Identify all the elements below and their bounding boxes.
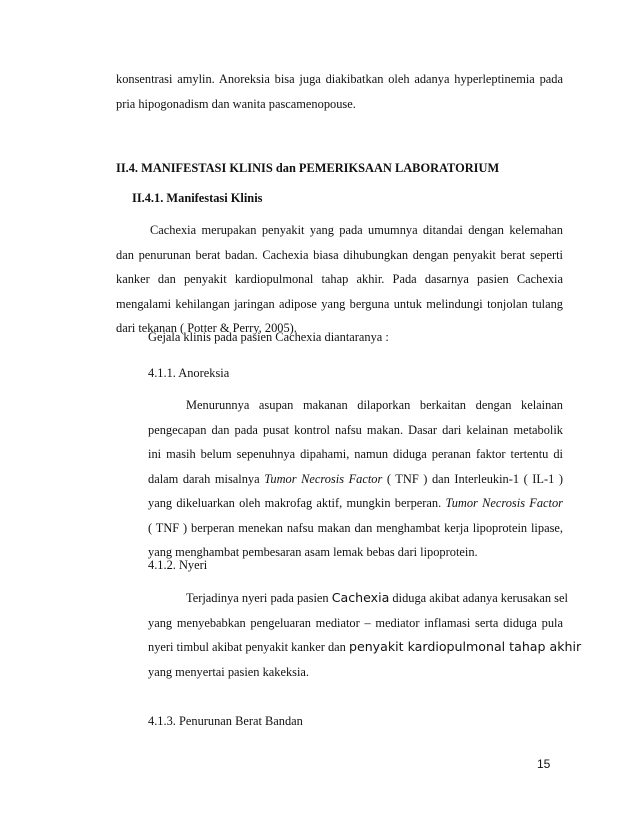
term-kardiopulmonal: penyakit kardiopulmonal tahap akhir	[348, 639, 582, 654]
text-line: ( TNF ) berperan menekan nafsu makan dan menghambat kerja lipoprotein lipase,	[148, 520, 563, 535]
italic-term: Tumor Necrosis Factor	[264, 471, 383, 486]
item-title-anoreksia: 4.1.1. Anoreksia	[148, 366, 230, 380]
text-line: yang menyertai pasien kakeksia.	[148, 664, 310, 679]
italic-term: Tumor Necrosis Factor	[445, 496, 563, 510]
text-line: ini masih belum sepenuhnya dipahami, namun diduga peranan faktor tertentu di	[148, 447, 563, 461]
paragraph-anoreksia	[148, 393, 563, 565]
text-line: pria hipogonadism dan wanita pascamenopouse.	[116, 96, 356, 111]
paragraph-cachexia	[116, 218, 563, 341]
paragraph-nyeri	[148, 586, 582, 684]
subsection-heading: II.4.1. Manifestasi Klinis	[132, 191, 263, 205]
term-cachexia: Cachexia	[331, 590, 390, 605]
text-line: Menurunnya asupan makanan dilaporkan berkaitan dengan kelainan	[186, 398, 563, 412]
text-line: konsentrasi amylin. Anoreksia bisa juga diakibatkan oleh adanya hyperleptinemia pada	[116, 72, 563, 86]
text-line: dari tekanan ( Potter & Perry, 2005).	[116, 321, 297, 335]
text-line: kanker dan penyakit kardiopulmonal tahap akhir. Pada dasarnya pasien Cachexia	[116, 272, 563, 286]
text-line: dalam darah misalnya Tumor Necrosis Factor ( TNF ) dan Interleukin-1 ( IL-1 )	[148, 471, 563, 486]
text-line: pengecapan dan pada pusat kontrol nafsu makan. Dasar dari kelainan metabolik	[148, 422, 563, 437]
item-title-nyeri: 4.1.2. Nyeri	[148, 558, 208, 572]
text-line: Cachexia merupakan penyakit yang pada umumnya ditandai dengan kelemahan	[150, 223, 563, 237]
text-line: yang menyebabkan pengeluaran mediator – mediator inflamasi serta diduga pula	[148, 615, 563, 630]
paragraph-intro	[116, 67, 563, 116]
text-line: nyeri timbul akibat penyakit kanker dan penyakit kardiopulmonal tahap akhir	[148, 639, 582, 654]
section-heading: II.4. MANIFESTASI KLINIS dan PEMERIKSAAN LABORATORIUM	[116, 161, 500, 175]
text-line: dan penurunan berat badan. Cachexia biasa dihubungkan dengan penyakit berat seperti	[116, 247, 563, 262]
page-number: 15	[537, 757, 551, 771]
text-line: yang menghambat pembesaran asam lemak bebas dari lipoprotein.	[148, 545, 478, 559]
text-line: yang dikeluarkan oleh makrofag aktif, mungkin berperan. Tumor Necrosis Factor	[148, 496, 563, 510]
symptoms-intro: Gejala klinis pada pasien Cachexia diantaranya :	[148, 330, 389, 344]
text-line: mengalami kehilangan jaringan adipose yang berguna untuk melindungi tonjolan tulang	[116, 296, 563, 311]
item-title-penurunan-berat: 4.1.3. Penurunan Berat Bandan	[148, 714, 303, 728]
text-line: Terjadinya nyeri pada pasien Cachexia diduga akibat adanya kerusakan sel	[186, 590, 568, 605]
